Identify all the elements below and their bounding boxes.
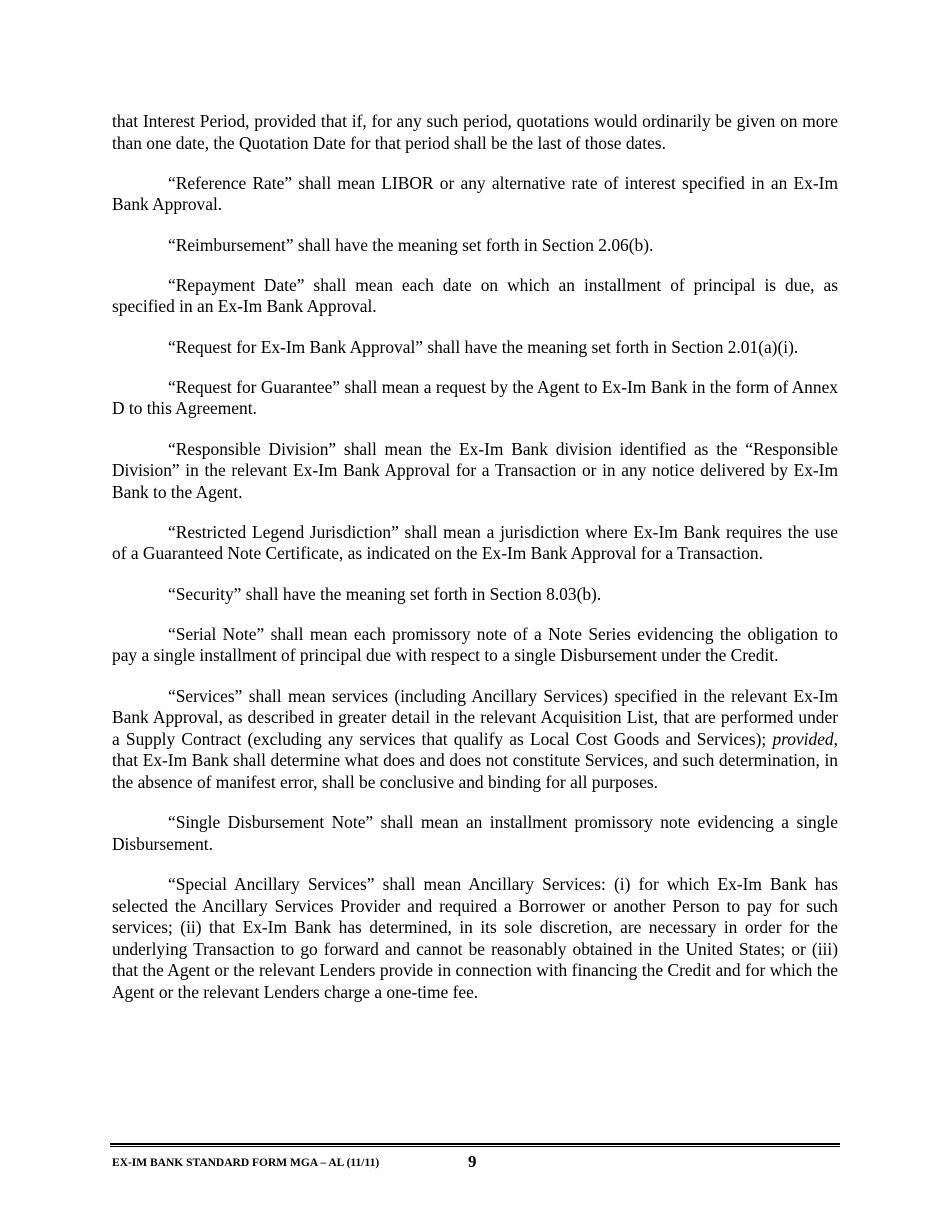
- definition-services: [112, 686, 838, 794]
- definition-special-ancillary-services: “Special Ancillary Services” shall mean Ancillary Services: (i) for which Ex-Im Bank has selected the Ancillary Services Provider and required a Borrower or another Person to pay for such services; (ii) that Ex-Im Bank has determined, in its sole discretion, are necessary in order for the underlying Transaction to go forward and cannot be reasonably obtained in the United States; or (iii) that the Agent or the relevant Lenders provide in connection with financing the Credit and for which the Agent or the relevant Lenders charge a one-time fee.: [112, 873, 838, 1002]
- page-number: 9: [468, 1152, 477, 1171]
- definition-request-for-approval: “Request for Ex-Im Bank Approval” shall have the meaning set forth in Section 2.01(a)(i).: [168, 336, 799, 357]
- definition-responsible-division: “Responsible Division” shall mean the Ex-Im Bank division identified as the “Responsible Division” in the relevant Ex-Im Bank Approval for a Transaction or in any notice delivered by Ex-Im Bank to the Agent.: [112, 438, 838, 502]
- continuation-paragraph: that Interest Period, provided that if, for any such period, quotations would ordinarily be given on more than one date, the Quotation Date for that period shall be the last of those dates.: [112, 111, 838, 153]
- services-italic-provided: provided: [772, 728, 834, 749]
- services-text-after: , that Ex-Im Bank shall determine what does and does not constitute Services, and such determination, in the absence of manifest error, shall be conclusive and binding for all purposes.: [112, 728, 838, 792]
- definition-security: “Security” shall have the meaning set forth in Section 8.03(b).: [168, 583, 602, 604]
- definition-serial-note: “Serial Note” shall mean each promissory note of a Note Series evidencing the obligation to pay a single installment of principal due with respect to a single Disbursement under the Credit.: [112, 623, 838, 666]
- definition-request-for-guarantee: “Request for Guarantee” shall mean a request by the Agent to Ex-Im Bank in the form of Annex D to this Agreement.: [112, 376, 838, 419]
- document-body: [112, 111, 838, 1004]
- definition-reference-rate: “Reference Rate” shall mean LIBOR or any alternative rate of interest specified in an Ex-Im Bank Approval.: [112, 172, 838, 215]
- definition-restricted-legend-jurisdiction: “Restricted Legend Jurisdiction” shall mean a jurisdiction where Ex-Im Bank requires the use of a Guaranteed Note Certificate, as indicated on the Ex-Im Bank Approval for a Transaction.: [112, 521, 838, 564]
- definition-repayment-date: “Repayment Date” shall mean each date on which an installment of principal is due, as specified in an Ex-Im Bank Approval.: [112, 274, 838, 317]
- definition-single-disbursement-note: “Single Disbursement Note” shall mean an installment promissory note evidencing a single Disbursement.: [112, 812, 838, 854]
- footer-divider: [110, 1143, 840, 1147]
- services-text-before: “Services” shall mean services (including Ancillary Services) specified in the relevant Ex-Im Bank Approval, as described in greater detail in the relevant Acquisition List, that are performed under a Supply Contract (excluding any services that qualify as Local Cost Goods and Services);: [112, 685, 838, 749]
- definition-reimbursement: “Reimbursement” shall have the meaning set forth in Section 2.06(b).: [168, 234, 654, 255]
- footer-form-label: EX-IM BANK STANDARD FORM MGA – AL (11/11): [112, 1157, 380, 1169]
